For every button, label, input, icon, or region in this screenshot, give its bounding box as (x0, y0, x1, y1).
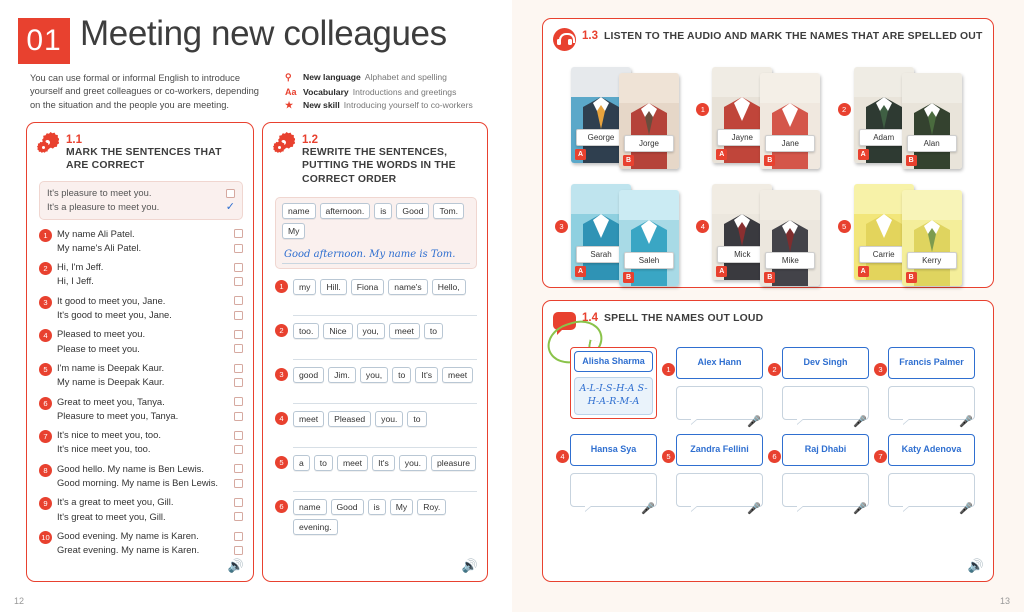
key-point-row (285, 87, 500, 97)
answer-bubble[interactable] (782, 473, 869, 515)
item-number: 8 (39, 464, 52, 477)
word-tile[interactable]: you. (375, 411, 403, 427)
checkbox[interactable] (234, 532, 243, 541)
item-number: 5 (275, 456, 288, 469)
photo-card-grid (557, 65, 981, 299)
photo-card-group-sample (557, 65, 684, 172)
word-tile[interactable]: Roy. (417, 499, 446, 515)
spell-cell (875, 347, 975, 428)
answer-bubble[interactable] (888, 386, 975, 428)
option-row[interactable] (57, 241, 243, 255)
spell-cell (875, 434, 975, 515)
checkbox[interactable] (234, 498, 243, 507)
item-number: 1 (39, 229, 52, 242)
option-text: It's pleasure to meet you. (47, 187, 152, 198)
name-card: Mike (765, 252, 815, 269)
answer-blank[interactable] (293, 432, 477, 448)
word-tile[interactable]: meet (337, 455, 368, 471)
word-tiles (293, 367, 477, 383)
spell-row (557, 347, 981, 428)
word-tile[interactable]: Good (396, 203, 429, 219)
exercise-1-3 (542, 18, 994, 288)
spell-cell (663, 347, 763, 428)
key-point-desc: Alphabet and spelling (364, 72, 447, 82)
item-number: 3 (275, 368, 288, 381)
mic-icon[interactable]: 🎤 (959, 503, 973, 515)
sample-answer (39, 181, 243, 220)
speaker-icon[interactable]: 🔊 (461, 558, 478, 573)
mic-icon[interactable]: 🎤 (959, 416, 973, 428)
word-tiles (293, 455, 477, 471)
name-card: Carrie (859, 246, 909, 263)
key-point-desc: Introductions and greetings (352, 86, 457, 97)
photo-card-group (557, 182, 684, 289)
exercise-1-2-items (275, 197, 477, 542)
word-tiles (293, 323, 477, 339)
exercise-title: MARK THE SENTENCES THAT ARE CORRECT (66, 147, 222, 172)
exercise-number: 1.1 (66, 134, 82, 146)
mic-icon[interactable]: 🎤 (853, 416, 867, 428)
mic-icon[interactable]: 🎤 (641, 503, 655, 515)
option-text: Please to meet you. (57, 342, 140, 354)
checkbox[interactable] (234, 412, 243, 421)
exercise-number: 1.3 (582, 30, 598, 42)
skill-icon: ★ (285, 100, 294, 110)
spell-cell (557, 434, 657, 515)
name-card: Saleh (624, 252, 674, 269)
option-text: It's nice to meet you, too. (57, 429, 161, 441)
answer-blank[interactable] (293, 476, 477, 492)
item-number: 5 (662, 450, 675, 463)
exercise-number: 1.2 (302, 134, 318, 146)
option-row[interactable] (57, 476, 243, 490)
word-tile[interactable]: meet (293, 411, 324, 427)
name-tag: Zandra Fellini (676, 434, 763, 466)
option-row[interactable] (57, 308, 243, 322)
option-letter[interactable]: A (575, 266, 586, 277)
exercise-1-2-header (263, 123, 487, 190)
checkbox[interactable] (234, 311, 243, 320)
page-title: Meeting new colleagues (80, 14, 447, 53)
word-tile[interactable]: to (392, 367, 411, 383)
gears-icon (273, 132, 295, 154)
option-row[interactable] (57, 361, 243, 375)
option-letter[interactable]: B (764, 155, 775, 166)
option-row[interactable] (57, 260, 243, 274)
item-number: 6 (275, 500, 288, 513)
checkbox[interactable] (234, 445, 243, 454)
intro-paragraph: You can use formal or informal English to introduce yourself and greet colleagues or co-workers, depending on the situation and the people you are meeting. (30, 73, 259, 110)
speaker-icon[interactable]: 🔊 (227, 558, 244, 573)
option-text: It's a pleasure to meet you. (47, 201, 160, 213)
photo-card-group (698, 182, 825, 289)
name-card: Jane (765, 135, 815, 152)
photo-card-row (557, 182, 981, 289)
option-text: Great evening. My name is Karen. (57, 544, 200, 556)
item-number: 7 (39, 430, 52, 443)
photo-card-row (557, 65, 981, 172)
option-text: My name is Deepak Kaur. (57, 376, 165, 388)
exercise-1-4 (542, 300, 994, 582)
spell-cell (663, 434, 763, 515)
name-card: Alan (907, 135, 957, 152)
answer-bubble[interactable] (782, 386, 869, 428)
right-page (512, 0, 1024, 612)
item-number: 2 (838, 103, 851, 116)
name-card: Jorge (624, 135, 674, 152)
word-tile[interactable]: to (314, 455, 333, 471)
item-number: 3 (874, 363, 887, 376)
checkbox[interactable] (234, 263, 243, 272)
exercise-number: 1.4 (582, 312, 598, 324)
name-card: Adam (859, 129, 909, 146)
option-text: Good hello. My name is Ben Lewis. (57, 462, 204, 474)
word-tile[interactable]: name (282, 203, 316, 219)
question-row (275, 367, 477, 404)
exercise-1-1 (26, 122, 254, 582)
item-number: 1 (696, 103, 709, 116)
answer-blank[interactable] (293, 344, 477, 360)
exercise-1-4-header (543, 301, 993, 336)
option-letter[interactable]: B (906, 272, 917, 283)
word-tile[interactable]: My (390, 499, 413, 515)
spelled-answer: A-L-I-S-H-A S-H-A-R-M-A (574, 377, 653, 415)
option-row[interactable] (47, 186, 235, 200)
checkbox[interactable] (234, 277, 243, 286)
option-row[interactable] (57, 342, 243, 356)
exercise-title: SPELL THE NAMES OUT LOUD (604, 313, 764, 324)
answer-bubble[interactable] (888, 473, 975, 515)
word-tile[interactable]: Tom. (433, 203, 464, 219)
word-tiles (293, 279, 477, 295)
option-row[interactable] (57, 462, 243, 476)
word-tile[interactable]: It's (372, 455, 395, 471)
word-tile[interactable]: meet (389, 323, 420, 339)
sample-answer-text: Good afternoon. My name is Tom. (282, 245, 470, 264)
exercise-1-2 (262, 122, 488, 582)
key-icon: ⚲ (285, 72, 292, 82)
word-tile[interactable]: you. (399, 455, 427, 471)
option-letter[interactable]: B (623, 272, 634, 283)
exercise-title: LISTEN TO THE AUDIO AND MARK THE NAMES THAT ARE SPELLED OUT (604, 31, 983, 42)
option-row[interactable] (47, 200, 235, 214)
question-row (39, 395, 243, 424)
name-tag: Alisha Sharma (574, 351, 653, 372)
item-number: 3 (555, 220, 568, 233)
name-tag: Hansa Sya (570, 434, 657, 466)
option-letter[interactable]: B (906, 155, 917, 166)
checkbox[interactable] (234, 330, 243, 339)
option-text: Hi, I Jeff. (57, 275, 94, 287)
question-row (275, 279, 477, 316)
photo-card[interactable] (619, 190, 679, 286)
checkbox[interactable] (234, 244, 243, 253)
checkbox[interactable] (234, 397, 243, 406)
option-row[interactable] (57, 510, 243, 524)
word-tile[interactable]: too. (293, 323, 319, 339)
unit-number: 01 (18, 18, 70, 64)
sample-answer (275, 197, 477, 269)
photo-card-group (840, 65, 967, 172)
option-row[interactable] (57, 409, 243, 423)
option-text: Pleasure to meet you, Tanya. (57, 409, 179, 421)
item-number: 6 (39, 397, 52, 410)
spell-cell (769, 434, 869, 515)
word-tile[interactable]: is (368, 499, 386, 515)
option-text: My name's Ali Patel. (57, 241, 142, 253)
item-number: 2 (768, 363, 781, 376)
key-point-desc: Introducing yourself to co-workers (343, 100, 473, 110)
word-tile[interactable]: Hill. (320, 279, 346, 295)
question-row (39, 327, 243, 356)
checkbox[interactable] (234, 364, 243, 373)
option-letter[interactable]: A (716, 266, 727, 277)
item-number: 5 (838, 220, 851, 233)
item-number: 3 (39, 296, 52, 309)
photo-card[interactable] (619, 73, 679, 169)
option-text: It's great to meet you, Gill. (57, 510, 166, 522)
option-row[interactable] (57, 395, 243, 409)
option-text: It good to meet you, Jane. (57, 294, 166, 306)
option-text: Good morning. My name is Ben Lewis. (57, 477, 219, 489)
checkbox[interactable] (234, 229, 243, 238)
question-row (39, 227, 243, 256)
answer-blank[interactable] (293, 300, 477, 316)
item-number: 4 (696, 220, 709, 233)
word-tile[interactable]: Pleased (328, 411, 371, 427)
spell-row (557, 434, 981, 515)
checkbox[interactable] (234, 296, 243, 305)
word-tile[interactable]: Good (331, 499, 364, 515)
checkbox[interactable] (226, 189, 235, 198)
item-number: 2 (39, 262, 52, 275)
word-tile[interactable]: name (293, 499, 327, 515)
checkbox[interactable] (234, 344, 243, 353)
option-text: It's a great to meet you, Gill. (57, 496, 174, 508)
question-row (39, 361, 243, 390)
spell-grid (557, 347, 981, 516)
exercise-1-3-header (543, 19, 993, 54)
word-tile[interactable]: you, (360, 367, 388, 383)
option-row[interactable] (57, 543, 243, 557)
checkbox[interactable] (234, 546, 243, 555)
option-letter[interactable]: A (858, 266, 869, 277)
option-text: Good evening. My name is Karen. (57, 529, 199, 541)
option-row[interactable] (57, 227, 243, 241)
option-text: Hi, I'm Jeff. (57, 261, 104, 273)
item-number: 1 (662, 363, 675, 376)
name-card: Sarah (576, 246, 626, 263)
photo-card[interactable] (902, 73, 962, 169)
word-tiles (282, 203, 470, 239)
option-text: My name Ali Patel. (57, 227, 135, 239)
answer-bubble[interactable] (570, 473, 657, 515)
item-number: 4 (275, 412, 288, 425)
item-number: 9 (39, 497, 52, 510)
item-number: 10 (39, 531, 52, 544)
question-row (39, 260, 243, 289)
option-row[interactable] (57, 294, 243, 308)
item-number: 2 (275, 324, 288, 337)
answer-bubble[interactable] (676, 473, 763, 515)
word-tiles (293, 499, 477, 535)
question-row (275, 323, 477, 360)
option-row[interactable] (57, 428, 243, 442)
name-tag: Raj Dhabi (782, 434, 869, 466)
key-point-label: Vocabulary (303, 86, 349, 97)
aa-icon: Aa (285, 86, 297, 97)
photo-card[interactable] (760, 190, 820, 286)
item-number: 7 (874, 450, 887, 463)
option-letter[interactable]: A (716, 149, 727, 160)
word-tile[interactable]: evening. (293, 519, 338, 535)
page-number-right: 13 (999, 596, 1010, 606)
answer-blank[interactable] (293, 388, 477, 404)
name-card: Kerry (907, 252, 957, 269)
word-tiles (293, 411, 477, 427)
checkbox[interactable] (234, 378, 243, 387)
option-text: I'm name is Deepak Kaur. (57, 361, 165, 373)
word-tile[interactable]: good (293, 367, 324, 383)
word-tile[interactable]: meet (442, 367, 473, 383)
checkbox[interactable] (234, 464, 243, 473)
question-row (39, 529, 243, 558)
item-number: 1 (275, 280, 288, 293)
answer-bubble[interactable] (676, 386, 763, 428)
word-tile[interactable]: Hello, (432, 279, 466, 295)
word-tile[interactable]: It's (415, 367, 438, 383)
item-number: 5 (39, 363, 52, 376)
name-card: Mick (717, 246, 767, 263)
mic-icon[interactable]: 🎤 (747, 503, 761, 515)
photo-card-group (698, 65, 825, 172)
checkbox[interactable] (234, 479, 243, 488)
key-point-row (285, 100, 500, 111)
page-number-left: 12 (14, 596, 25, 606)
item-number: 4 (556, 450, 569, 463)
option-row[interactable] (57, 375, 243, 389)
option-text: It's good to meet you, Jane. (57, 309, 172, 321)
checkbox[interactable] (234, 512, 243, 521)
gears-icon (37, 132, 59, 154)
mic-icon[interactable]: 🎤 (853, 503, 867, 515)
mic-icon[interactable]: 🎤 (747, 416, 761, 428)
option-letter[interactable]: A (858, 149, 869, 160)
name-card: Jayne (717, 129, 767, 146)
word-tile[interactable]: is (374, 203, 392, 219)
question-row (39, 294, 243, 323)
option-row[interactable] (57, 529, 243, 543)
option-letter[interactable]: B (764, 272, 775, 283)
name-tag: Francis Palmer (888, 347, 975, 379)
key-point-label: New skill (303, 100, 340, 110)
name-tag: Katy Adenova (888, 434, 975, 466)
photo-card[interactable] (902, 190, 962, 286)
name-tag: Alex Hann (676, 347, 763, 379)
question-row (39, 495, 243, 524)
option-letter[interactable]: B (623, 155, 634, 166)
word-tile[interactable]: afternoon. (320, 203, 371, 219)
word-tile[interactable]: My (282, 223, 305, 239)
option-row[interactable] (57, 327, 243, 341)
key-point-row (285, 72, 500, 83)
key-points-list (285, 72, 500, 115)
key-point-label: New language (303, 72, 361, 82)
photo-card[interactable] (760, 73, 820, 169)
sample-answer (570, 347, 657, 419)
word-tile[interactable]: my (293, 279, 316, 295)
exercise-1-1-header (27, 123, 253, 177)
question-row (275, 499, 477, 535)
item-number: 4 (39, 329, 52, 342)
option-text: Great to meet you, Tanya. (57, 395, 165, 407)
word-tile[interactable]: pleasure (431, 455, 476, 471)
option-row[interactable] (57, 495, 243, 509)
exercise-title: REWRITE THE SENTENCES, PUTTING THE WORDS IN THE CORRECT ORDER (302, 147, 456, 185)
question-row (39, 428, 243, 457)
checkmark-icon: ✓ (225, 200, 235, 213)
spell-cell (769, 347, 869, 428)
checkbox[interactable] (234, 431, 243, 440)
word-tile[interactable]: to (424, 323, 443, 339)
word-tile[interactable]: Nice (323, 323, 352, 339)
question-row (39, 462, 243, 491)
name-card: George (576, 129, 626, 146)
word-tile[interactable]: Jim. (328, 367, 356, 383)
word-tile[interactable]: Fiona (351, 279, 385, 295)
word-tile[interactable]: name's (388, 279, 427, 295)
speaker-icon[interactable]: 🔊 (967, 558, 984, 573)
option-letter[interactable]: A (575, 149, 586, 160)
option-row[interactable] (57, 442, 243, 456)
name-tag: Dev Singh (782, 347, 869, 379)
question-row (275, 455, 477, 492)
word-tile[interactable]: to (407, 411, 426, 427)
option-text: It's nice meet you, too. (57, 443, 151, 455)
question-row (275, 411, 477, 448)
option-text: Pleased to meet you. (57, 328, 146, 340)
photo-card-group (840, 182, 967, 289)
word-tile[interactable]: you, (357, 323, 385, 339)
exercise-1-1-items (39, 181, 243, 563)
word-tile[interactable]: a (293, 455, 310, 471)
item-number: 6 (768, 450, 781, 463)
option-row[interactable] (57, 274, 243, 288)
headphones-icon (553, 28, 575, 50)
spell-sample (557, 347, 657, 420)
